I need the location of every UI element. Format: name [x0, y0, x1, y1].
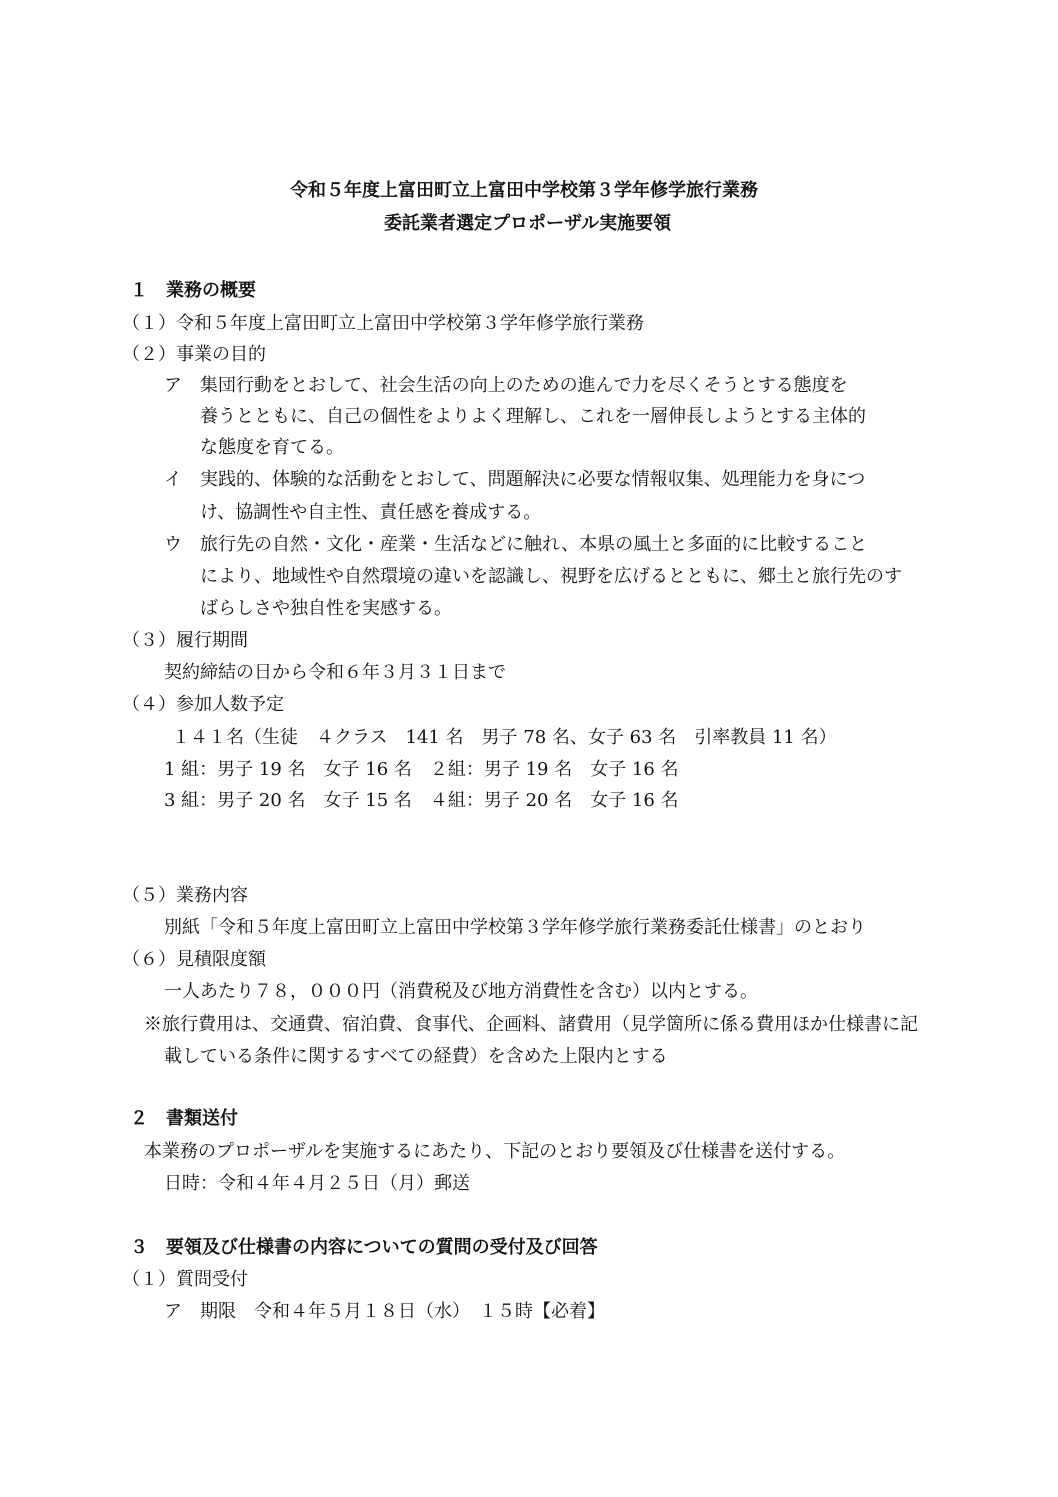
travel-cost-note-line1: ※旅行費用は、交通費、宿泊費、食事代、企画料、諸費用（見学箇所に係る費用ほか仕様書に記 [144, 1014, 918, 1035]
performance-period: 契約締結の日から令和６年３月３１日まで [164, 662, 506, 683]
section-1-item-6-label: （６）見積限度額 [122, 949, 266, 970]
section-3-heading: ３ 要領及び仕様書の内容についての質問の受付及び回答 [130, 1237, 598, 1258]
section-1-item-4-label: （４）参加人数予定 [122, 694, 284, 715]
estimate-limit: 一人あたり７８，０００円（消費税及び地方消費性を含む）以内とする。 [164, 981, 758, 1002]
purpose-a-line1: ア 集団行動をとおして、社会生活の向上のための進んで力を尽くそうとする態度を [164, 375, 848, 396]
purpose-u-line3: ばらしさや独自性を実感する。 [200, 598, 452, 619]
participants-classes-1-2: 1 組：男子 19 名 女子 16 名 ２組：男子 19 名 女子 16 名 [164, 759, 679, 780]
travel-cost-note-line2: 載している条件に関するすべての経費）を含めた上限内とする [164, 1046, 668, 1067]
section-1-item-1: （１）令和５年度上富田町立上富田中学校第３学年修学旅行業務 [122, 313, 644, 334]
participants-total: １４１名（生徒 ４クラス 141 名 男子 78 名、女子 63 名 引率教員 11 名） [172, 727, 837, 748]
section-1-item-3-label: （３）履行期間 [122, 630, 248, 651]
purpose-i-line2: け、協調性や自主性、責任感を養成する。 [200, 502, 542, 523]
work-content: 別紙「令和５年度上富田町立上富田中学校第３学年修学旅行業務委託仕様書」のとおり [164, 917, 866, 938]
purpose-u-line1: ウ 旅行先の自然・文化・産業・生活などに触れ、本県の風土と多面的に比較すること [164, 534, 868, 555]
purpose-a-line2: 養うとともに、自己の個性をよりよく理解し、これを一層伸長しようとする主体的 [200, 406, 866, 427]
purpose-u-line2: により、地域性や自然環境の違いを認識し、視野を広げるとともに、郷土と旅行先のす [200, 566, 902, 587]
participants-classes-3-4: 3 組：男子 20 名 女子 15 名 ４組：男子 20 名 女子 16 名 [164, 790, 679, 811]
document-send-text: 本業務のプロポーザルを実施するにあたり、下記のとおり要領及び仕様書を送付する。 [144, 1141, 846, 1162]
document-title-line2: 委託業者選定プロポーザル実施要領 [384, 213, 672, 234]
section-1-heading: １ 業務の概要 [130, 280, 256, 301]
section-1-item-2-label: （２）事業の目的 [122, 344, 266, 365]
section-1-item-5-label: （５）業務内容 [122, 885, 248, 906]
question-deadline: ア 期限 令和４年５月１８日（水） １５時【必着】 [164, 1301, 605, 1322]
section-2-heading: ２ 書類送付 [130, 1108, 238, 1129]
section-3-item-1-label: （１）質問受付 [122, 1269, 248, 1290]
document-send-date: 日時：令和４年４月２５日（月）郵送 [164, 1173, 470, 1194]
purpose-i-line1: イ 実践的、体験的な活動をとおして、問題解決に必要な情報収集、処理能力を身につ [164, 469, 866, 490]
document-title-line1: 令和５年度上富田町立上富田中学校第３学年修学旅行業務 [290, 180, 758, 201]
purpose-a-line3: な態度を育てる。 [200, 437, 344, 458]
